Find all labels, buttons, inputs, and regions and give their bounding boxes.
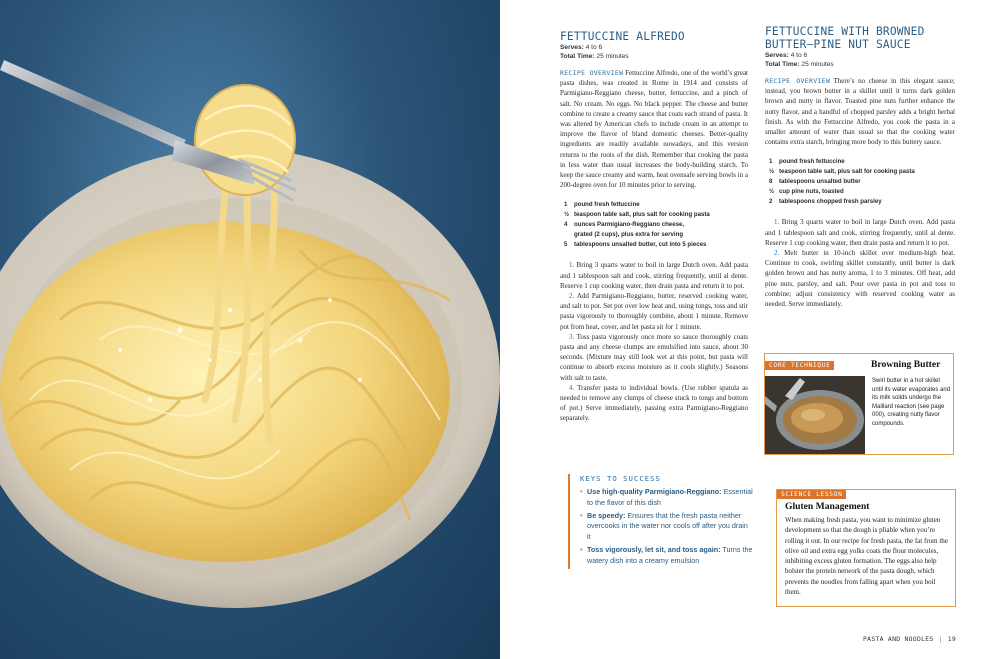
browning-butter-photo — [765, 376, 865, 454]
ingredient-item — [765, 177, 955, 187]
overview-tag: RECIPE OVERVIEW — [765, 77, 831, 85]
core-technique-box — [764, 353, 954, 455]
ingredient-item — [765, 187, 955, 197]
ingredient-text: grated (2 cups), plus extra for serving — [574, 231, 684, 239]
browned-butter-title-line1: FETTUCCINE WITH BROWNED — [765, 25, 925, 38]
key-item — [580, 487, 753, 509]
ingredient-qty: 1 — [769, 158, 773, 166]
browned-butter-steps — [765, 217, 955, 309]
ingredient-qty — [560, 230, 574, 240]
step — [765, 217, 955, 248]
key-item — [580, 511, 753, 543]
serves-label: Serves: — [765, 52, 789, 59]
key-text: Turns the watery dish into a creamy emulsion — [587, 544, 753, 565]
ingredient-item — [765, 157, 955, 167]
ingredient-qty: 8 — [769, 178, 773, 186]
ingredient-qty: 1 — [564, 201, 568, 209]
step-text: Bring 3 quarts water to boil in large Dutch oven. Add pasta and 1 tablespoon salt and cook, stirring frequently, until al dente. Reserve 1 cup cooking water, then drain pasta and return it to pot. — [560, 261, 748, 290]
serves-label: Serves: — [560, 44, 584, 51]
alfredo-overview — [560, 68, 748, 190]
ingredient-item — [765, 197, 955, 207]
ingredient-qty: 2 — [769, 198, 773, 206]
key-bold: Toss vigorously, let sit, and toss again: — [587, 544, 721, 554]
ingredient-item — [765, 167, 955, 177]
skillet-illustration — [765, 376, 865, 454]
keys-title: KEYS TO SUCCESS — [580, 474, 661, 483]
step-number: 1. — [774, 218, 780, 227]
overview-tag: RECIPE OVERVIEW — [560, 69, 624, 77]
ingredient-text: ounces Parmigiano-Reggiano cheese, — [574, 221, 685, 229]
browned-butter-time — [765, 60, 955, 69]
core-technique-heading: Browning Butter — [871, 359, 941, 370]
ingredient-text: pound fresh fettuccine — [779, 158, 845, 166]
alfredo-serves — [560, 43, 748, 52]
science-lesson-box — [776, 489, 956, 607]
step-text: Transfer pasta to individual bowls. (Use rubber spatula as needed to remove any clumps of cheese stuck to tongs and bottom of pot.) Serve immediately, passing extra Parmigiano-Reggiano separately. — [560, 383, 748, 423]
serves-value: 4 to 6 — [585, 44, 603, 51]
step — [560, 260, 748, 291]
ingredient-item — [560, 220, 748, 230]
overview-text: Fettuccine Alfredo, one of the world’s great pasta dishes, was created in Rome in 1914 and consists of Parmigiano-Reggiano cheese, butter, fettuccine, and a pinch of salt. No cream. No eggs. No black pepper. The cheese and butter combine to create a creamy sauce that coats each strand of pasta. It was altered by American chefs to include cream in an attempt to improve the flavor of bland domestic cheeses. Better-quality ingredients are readily available nowadays, and this version returns to the roots of the dish. Remember that cooking the pasta in less water than usual increases the body-building starch. To keep the sauce creamy and warm, heat ovensafe serving bowls in a 200-degree oven for 10 minutes prior to serving. — [560, 69, 748, 190]
time-value: 25 minutes — [596, 53, 629, 60]
alfredo-time — [560, 52, 748, 61]
keys-to-success — [568, 474, 753, 569]
science-lesson-text: When making fresh pasta, you want to minimize gluten development so that the dough is pliable when you’re rolling it out. In our recipe for fresh pasta, the fat from the olive oil and extra egg yolks coats the flour molecules, inhibiting excess gluten formation. The eggs also help bolster the protein network of the pasta dough, which prevents the noodles from falling apart when you boil them. — [785, 516, 948, 597]
alfredo-ingredients — [560, 200, 748, 250]
browned-butter-serves — [765, 51, 955, 60]
browned-butter-ingredients — [765, 157, 955, 207]
ingredient-text: teaspoon table salt, plus salt for cooking pasta — [574, 211, 710, 219]
alfredo-recipe — [560, 30, 748, 424]
ingredient-text: pound fresh fettuccine — [574, 201, 640, 209]
alfredo-title: FETTUCCINE ALFREDO — [560, 30, 685, 43]
ingredient-item — [560, 200, 748, 210]
core-technique-tag: CORE TECHNIQUE — [765, 361, 834, 370]
time-value: 25 minutes — [801, 61, 834, 68]
step — [560, 291, 748, 332]
science-lesson-heading: Gluten Management — [785, 501, 870, 512]
step-number: 2. — [569, 292, 575, 301]
footer-separator: | — [938, 635, 943, 643]
ingredient-text: teaspoon table salt, plus salt for cooking pasta — [779, 168, 915, 176]
ingredient-item — [560, 230, 748, 240]
section-name: PASTA AND NOODLES — [863, 635, 934, 643]
step-text: Toss pasta vigorously once more so sauce thoroughly coats pasta and any cheese clumps are emulsified into sauce, about 30 seconds. (Mixture may still look wet at this point, but pasta will continue to absorb excess moisture as it cools slightly.) Seasons with salt to taste. — [560, 332, 748, 382]
browned-butter-recipe — [765, 25, 955, 309]
science-lesson-tag: SCIENCE LESSON — [777, 490, 846, 499]
ingredient-text: tablespoons chopped fresh parsley — [779, 198, 882, 206]
overview-text: There’s no cheese in this elegant sauce; instead, you brown butter in a skillet until it turns dark golden brown and nutty in flavor. Toasted pine nuts further enhance the nutty flavor, and a handful of chopped parsley adds a bright herbal finish. As with the Fettuccine Alfredo, you cook the pasta in a smaller amount of water than usual so that the cooking water contains extra starch, bringing more body to this buttery sauce. — [765, 77, 956, 147]
keys-list — [580, 487, 753, 567]
ingredient-qty: ½ — [769, 168, 775, 176]
step-text: Melt butter in 10-inch skillet over medium-high heat. Continue to cook, swirling skillet constantly, until butter is dark golden brown and has nutty aroma, 1 to 3 minutes. Off heat, add pine nuts, parsley, and salt. Pour over pasta in pot and toss to combine; adjust consistency with reserved cooking water as needed. Serve immediately. — [765, 249, 955, 309]
ingredient-qty: ½ — [564, 211, 570, 219]
step — [765, 248, 955, 309]
key-bold: Be speedy: — [587, 510, 626, 520]
key-text: Essential to the flavor of this dish — [587, 487, 753, 507]
step-text: Add Parmigiano-Reggiano, butter, reserved cooking water, and salt to pot. Set pot over low heat and, using tongs, toss and stir pasta vigorously to thoroughly combine, about 1 minute. Remove pot from heat, cover, and let pasta sit for 1 minute. — [560, 292, 748, 331]
step-number: 2. — [774, 249, 780, 258]
serves-value: 4 to 6 — [790, 52, 808, 59]
ingredient-item — [560, 240, 748, 250]
key-text: Ensures that the fresh pasta neither overcooks in the water nor cools off after you drain it — [587, 510, 748, 542]
step-number: 4. — [569, 383, 575, 392]
browned-butter-overview — [765, 76, 955, 147]
step — [560, 332, 748, 383]
page-footer — [863, 635, 956, 643]
key-bold: Use high-quality Parmigiano-Reggiano: — [587, 487, 722, 496]
step-number: 3. — [569, 332, 575, 341]
core-technique-text: Swirl butter in a hot skillet until its water evaporates and its milk solids undergo the Maillard reaction (see page 000), creating nutty flavor compounds. — [872, 378, 951, 427]
key-item — [580, 545, 753, 567]
ingredient-qty: 5 — [564, 241, 568, 249]
step — [560, 383, 748, 424]
page-number: 19 — [947, 635, 956, 643]
ingredient-text: tablespoons unsalted butter, cut into 5 pieces — [574, 241, 707, 249]
time-label: Total Time: — [765, 61, 800, 68]
ingredient-text: tablespoons unsalted butter — [779, 178, 861, 186]
browned-butter-title-line2: BUTTER–PINE NUT SAUCE — [765, 38, 911, 51]
ingredient-qty: ½ — [769, 188, 775, 196]
step-text: Bring 3 quarts water to boil in large Dutch oven. Add pasta and 1 tablespoon salt and cook, stirring frequently, until al dente. Reserve 1 cup cooking water, then drain pasta and return it to pot. — [765, 218, 956, 247]
ingredient-qty: 4 — [564, 221, 568, 229]
ingredient-item — [560, 210, 748, 220]
alfredo-steps — [560, 260, 748, 423]
ingredient-text: cup pine nuts, toasted — [779, 188, 844, 196]
step-number: 1. — [569, 261, 575, 270]
time-label: Total Time: — [560, 53, 595, 60]
